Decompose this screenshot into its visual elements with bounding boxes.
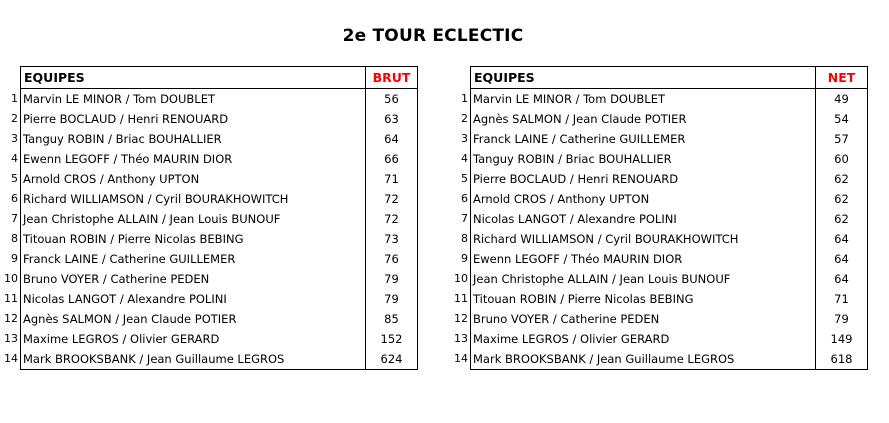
- team-name-cell: Mark BROOKSBANK / Jean Guillaume LEGROS: [21, 349, 366, 370]
- table-row: [454, 169, 868, 189]
- rank-cell: 5: [461, 172, 468, 185]
- team-name-cell: Pierre BOCLAUD / Henri RENOUARD: [21, 109, 366, 129]
- rank-cell: 11: [4, 292, 18, 305]
- score-cell: 64: [816, 249, 868, 269]
- rank-cell: 12: [454, 312, 468, 325]
- score-cell: 149: [816, 329, 868, 349]
- score-cell: 618: [816, 349, 868, 370]
- score-cell: 62: [816, 189, 868, 209]
- team-name-cell: Richard WILLIAMSON / Cyril BOURAKHOWITCH: [471, 229, 816, 249]
- rank-cell: 1: [461, 91, 468, 105]
- table-header-row: [454, 67, 868, 89]
- score-cell: 79: [366, 269, 418, 289]
- rank-cell: 13: [4, 332, 18, 345]
- team-name-cell: Pierre BOCLAUD / Henri RENOUARD: [471, 169, 816, 189]
- table-row: [4, 249, 418, 269]
- table-row: [4, 289, 418, 309]
- rank-cell: 9: [461, 252, 468, 265]
- rank-cell: 14: [454, 352, 468, 366]
- score-cell: 66: [366, 149, 418, 169]
- rank-header-cell: [454, 67, 471, 89]
- score-cell: 79: [816, 309, 868, 329]
- rank-cell: 6: [461, 192, 468, 205]
- score-cell: 85: [366, 309, 418, 329]
- team-name-cell: Nicolas LANGOT / Alexandre POLINI: [471, 209, 816, 229]
- team-name-cell: Jean Christophe ALLAIN / Jean Louis BUNOUF: [21, 209, 366, 229]
- team-name-cell: Richard WILLIAMSON / Cyril BOURAKHOWITCH: [21, 189, 366, 209]
- team-name-cell: Agnès SALMON / Jean Claude POTIER: [471, 109, 816, 129]
- table-row: [4, 209, 418, 229]
- rank-cell: 5: [11, 172, 18, 185]
- team-name-cell: Jean Christophe ALLAIN / Jean Louis BUNOUF: [471, 269, 816, 289]
- rank-cell: 9: [11, 252, 18, 265]
- team-name-cell: Maxime LEGROS / Olivier GERARD: [471, 329, 816, 349]
- score-cell: 624: [366, 349, 418, 370]
- team-name-cell: Bruno VOYER / Catherine PEDEN: [21, 269, 366, 289]
- team-name-cell: Maxime LEGROS / Olivier GERARD: [21, 329, 366, 349]
- rank-cell: 3: [11, 132, 18, 145]
- team-name-cell: Arnold CROS / Anthony UPTON: [21, 169, 366, 189]
- rank-cell: 12: [4, 312, 18, 325]
- score-cell: 71: [366, 169, 418, 189]
- teams-column-header: EQUIPES: [471, 67, 816, 89]
- team-name-cell: Ewenn LEGOFF / Théo MAURIN DIOR: [471, 249, 816, 269]
- score-cell: 57: [816, 129, 868, 149]
- team-name-cell: Tanguy ROBIN / Briac BOUHALLIER: [471, 149, 816, 169]
- score-cell: 72: [366, 209, 418, 229]
- score-cell: 49: [816, 89, 868, 110]
- team-name-cell: Titouan ROBIN / Pierre Nicolas BEBING: [21, 229, 366, 249]
- brut-results-table: [4, 66, 418, 370]
- table-row: [4, 229, 418, 249]
- table-row: [4, 349, 418, 370]
- team-name-cell: Ewenn LEGOFF / Théo MAURIN DIOR: [21, 149, 366, 169]
- brut-column-header: BRUT: [366, 67, 418, 89]
- rank-cell: 7: [461, 212, 468, 225]
- score-cell: 152: [366, 329, 418, 349]
- rank-cell: 11: [454, 292, 468, 305]
- rank-header-cell: [4, 67, 21, 89]
- score-cell: 56: [366, 89, 418, 110]
- rank-cell: 6: [11, 192, 18, 205]
- rank-cell: 3: [461, 132, 468, 145]
- table-row: [454, 269, 868, 289]
- rank-cell: 4: [11, 152, 18, 165]
- score-cell: 54: [816, 109, 868, 129]
- table-row: [4, 309, 418, 329]
- teams-column-header: EQUIPES: [21, 67, 366, 89]
- score-cell: 63: [366, 109, 418, 129]
- score-cell: 76: [366, 249, 418, 269]
- table-row: [4, 169, 418, 189]
- table-row: [454, 249, 868, 269]
- team-name-cell: Agnès SALMON / Jean Claude POTIER: [21, 309, 366, 329]
- team-name-cell: Marvin LE MINOR / Tom DOUBLET: [21, 89, 366, 110]
- table-row: [4, 149, 418, 169]
- table-row: [454, 189, 868, 209]
- score-cell: 72: [366, 189, 418, 209]
- rank-cell: 8: [461, 232, 468, 245]
- score-cell: 60: [816, 149, 868, 169]
- score-cell: 64: [366, 129, 418, 149]
- rank-cell: 10: [4, 272, 18, 285]
- rank-cell: 10: [454, 272, 468, 285]
- rank-cell: 7: [11, 212, 18, 225]
- table-row: [454, 229, 868, 249]
- table-row: [4, 89, 418, 110]
- table-row: [454, 349, 868, 370]
- table-row: [454, 149, 868, 169]
- rank-cell: 13: [454, 332, 468, 345]
- team-name-cell: Nicolas LANGOT / Alexandre POLINI: [21, 289, 366, 309]
- team-name-cell: Titouan ROBIN / Pierre Nicolas BEBING: [471, 289, 816, 309]
- rank-cell: 1: [11, 91, 18, 105]
- score-cell: 79: [366, 289, 418, 309]
- team-name-cell: Arnold CROS / Anthony UPTON: [471, 189, 816, 209]
- team-name-cell: Franck LAINE / Catherine GUILLEMER: [21, 249, 366, 269]
- score-cell: 62: [816, 209, 868, 229]
- table-header-row: [4, 67, 418, 89]
- score-cell: 64: [816, 229, 868, 249]
- net-results-table: [454, 66, 868, 370]
- score-cell: 62: [816, 169, 868, 189]
- table-row: [4, 189, 418, 209]
- rank-cell: 8: [11, 232, 18, 245]
- team-name-cell: Marvin LE MINOR / Tom DOUBLET: [471, 89, 816, 110]
- table-row: [4, 129, 418, 149]
- team-name-cell: Tanguy ROBIN / Briac BOUHALLIER: [21, 129, 366, 149]
- table-row: [4, 109, 418, 129]
- team-name-cell: Mark BROOKSBANK / Jean Guillaume LEGROS: [471, 349, 816, 370]
- page-title: 2e TOUR ECLECTIC: [342, 26, 524, 46]
- net-column-header: NET: [816, 67, 868, 89]
- score-cell: 73: [366, 229, 418, 249]
- team-name-cell: Bruno VOYER / Catherine PEDEN: [471, 309, 816, 329]
- table-row: [4, 329, 418, 349]
- table-row: [454, 289, 868, 309]
- table-row: [454, 209, 868, 229]
- rank-cell: 4: [461, 152, 468, 165]
- team-name-cell: Franck LAINE / Catherine GUILLEMER: [471, 129, 816, 149]
- table-row: [454, 109, 868, 129]
- table-row: [4, 269, 418, 289]
- rank-cell: 14: [4, 352, 18, 366]
- table-row: [454, 89, 868, 110]
- table-row: [454, 309, 868, 329]
- score-cell: 71: [816, 289, 868, 309]
- rank-cell: 2: [11, 112, 18, 125]
- table-row: [454, 329, 868, 349]
- score-cell: 64: [816, 269, 868, 289]
- table-row: [454, 129, 868, 149]
- rank-cell: 2: [461, 112, 468, 125]
